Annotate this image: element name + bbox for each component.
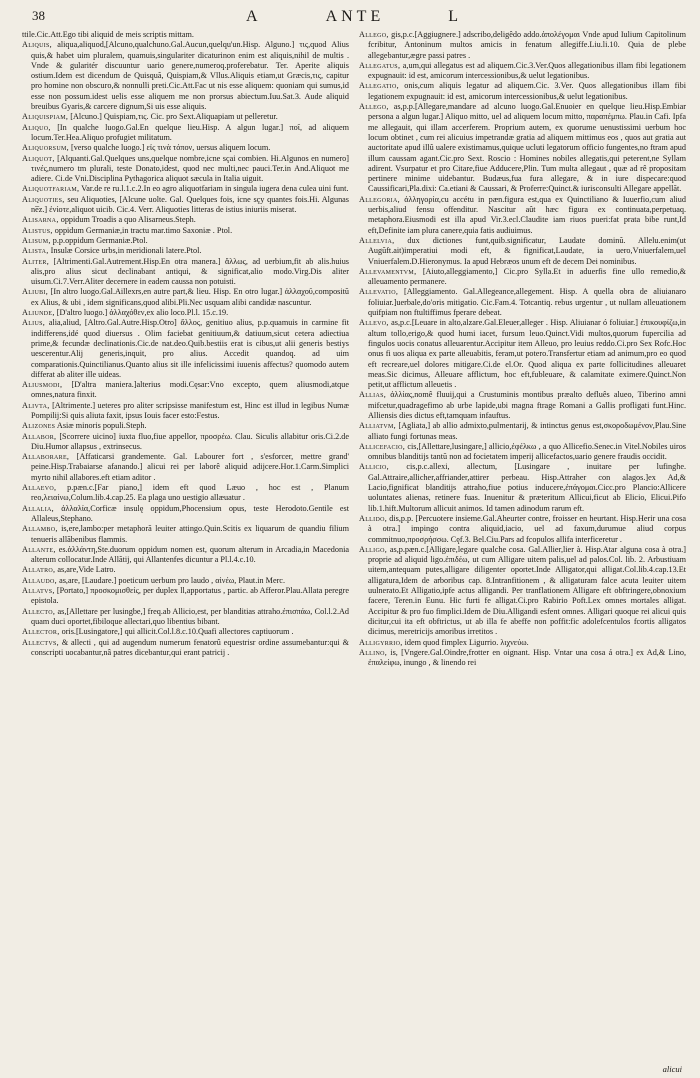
entry-text: [Altrimente.] ueteres pro aliter scripsisse manifestum est, Hinc est illud in legibus Numæ Pompilij:Si quis aliuta faxit, ipsus Iouis facer esto:Festus.	[31, 400, 349, 420]
dictionary-entry	[22, 215, 349, 225]
dictionary-entry	[22, 287, 349, 308]
entry-text: [Affaticarsi grandemente. Gal. Labourer fort , s'esforcer, mettre grand' peine.Hisp.Trabaiarse afanando.] alicui rei per laborê aliquid adijcere.Hor.1.Carm.Simplici myrto nihil allabores.eft etiam aditor .	[31, 452, 349, 482]
entry-headword: Alivta,	[22, 400, 50, 410]
right-column	[359, 30, 686, 668]
entry-text: gis,p.c.[Aggiugnere.] adscribo,deligêdo addo.ἀπολέγομαι Vnde apud Iulium Capitolinum fcribitur, Antoninum multos amicis in fenatum allegiffe.Liu.li.10. Quia de plebe allegebantur,ægre passi patres .	[368, 30, 686, 60]
running-header	[22, 6, 686, 28]
entry-text: is, [Vngere.Gal.Oindre,frotter en oignant. Hisp. Vntar una cosa á otra.] ex Ad,& Lino, ἐπαλείφω, inungo , & linendo rei	[368, 647, 686, 668]
entry-text: alia,aliud, [Altro.Gal.Autre.Hisp.Otro] ἄλλος, genitiuo alius, p.p.quamuis in carmine fit indifferens,idé quod diuersus . Olim faciebat genitiuum,& datiuum,sicut cetera adiectiua prime,& fecundæ declinationis.Cic.de nat.deo.Quib.bestiis erat is cibus,ut alii generis bestiys uescerentur.Alij generis,inquit, pro alius. Accedit quandoq. ad uim comparationis.Quinctilianus.Quanto alius sit ille infelicissimi iuuenis affectus? quomodo autem differat ab aliter ille uideas.	[31, 318, 349, 379]
entry-text: as,[Allettare per lusingbe,] freq.ab Allicio,est, per blanditias attraho.ἐπισπάω, Col.l.2.Ad quam duci oportet,fibiloque allectari,quo libentius bibant.	[31, 606, 349, 626]
dictionary-entry	[359, 30, 686, 61]
entry-text: ἀλληγορία,cu accétu in pæn.figura est,qua ex Quinctiliano & Iuuerfio,cum aliud uerbis,aliud fensu offenditur. Nascitur aût hæc figura ex continuata,perpetuaq. metaphora.Eiusmodi est illa apud Vir.3.ecl.Claudite iam riuos pueri:fat prata bibe runt,Id eft,Definite iam plura canere,quia fatis audiuimus.	[368, 194, 686, 235]
dictionary-entry	[359, 287, 686, 318]
entry-headword: Aliter,	[22, 256, 50, 266]
left-column	[22, 30, 349, 668]
entry-headword: Allido,	[359, 513, 388, 523]
entry-text: [Alleggiamento. Gal.Allegeance,allegement. Hisp. A quella obra de aliuianaro foliuiar.]uerbale,do'oris mitigatio. Cic.Fam.4. Totcantiq. rebus urgentur , ut nullam alleuationem quifpiam non ftultiffimus fperare debeat.	[368, 287, 686, 318]
entry-text: cis,[Allettare,lusingare,] allicio,ἐφέλκω , a quo Allicefio.Senec.in Vitel.Nobiles uiros omnibus blanditijs tantũ non ad focietatem imperij allicefactos,uario genere fraudis occidit.	[368, 441, 686, 462]
entry-text: ttile.Cic.Att.Ego tibi aliquid de meis scriptis mittam.	[22, 30, 194, 39]
entry-headword: Aliquot,	[22, 153, 55, 163]
entry-headword: Allegatus,	[359, 60, 401, 70]
entry-text: [verso qualche luogo.] εἰς τινὰ τόπον, uersus aliquem locum.	[70, 143, 271, 153]
entry-headword: Aliquo,	[22, 122, 51, 132]
dictionary-entry	[22, 123, 349, 144]
dictionary-entry	[22, 380, 349, 401]
dictionary-entry	[22, 236, 349, 246]
running-head-right: L	[448, 8, 462, 25]
entry-headword: Allectvs,	[22, 637, 59, 647]
entry-text: Insulæ Corsice urbs,in meridionali latere.Ptol.	[50, 246, 202, 256]
dictionary-entry	[359, 442, 686, 463]
entry-text: is,ere,lambo:per metaphorã leuiter attingo.Quin.Scitis ex liquarum de quandiu filium tenueris allãbenibus flammis.	[31, 524, 349, 544]
entry-text: [D'altra maniera.]alterius modi.Cęsar:Vno excepto, quem aliusmodi,atque omnes,natura finxit.	[31, 380, 349, 400]
dictionary-entry	[22, 257, 349, 288]
dictionary-entry	[22, 524, 349, 545]
entry-headword: Allelvia,	[359, 235, 395, 245]
dictionary-entry	[359, 81, 686, 102]
dictionary-entry	[359, 318, 686, 390]
entry-text: [Agliata,] ab allio admixto,pulmentarij, & intinctus genus est,σκοροδωμένον,Plau.Sine alliato fungi fortunas meas.	[368, 421, 686, 441]
entry-headword: Allecto,	[22, 606, 56, 616]
running-head	[22, 8, 686, 26]
entry-headword: Aliquotfariam,	[22, 184, 80, 194]
entry-headword: Alliatvm,	[359, 421, 396, 431]
entry-headword: Aliunde,	[22, 308, 55, 318]
running-head-left: A	[246, 8, 262, 25]
dictionary-entry	[22, 143, 349, 153]
dictionary-entry	[22, 40, 349, 112]
entry-text: idem quod fimplex Ligurrio. λιχνεύω.	[404, 637, 529, 647]
entry-text: oris.[Lusingatore,] qui allicit.Col.l.8.c.10.Quafi allectores captiuorum .	[61, 627, 294, 637]
entry-headword: Aliubi,	[22, 287, 49, 297]
entry-headword: Alista,	[22, 246, 49, 256]
columns	[22, 30, 686, 668]
entry-headword: Aliquorsum,	[22, 143, 69, 153]
entry-headword: Aliusmodi,	[22, 380, 63, 390]
entry-headword: Allatvs,	[22, 586, 55, 596]
entry-text: seu Aliquoties, [Alcune uolte. Gal. Quelques fois, icne sçy quantes fois.Hi. Algunas ne̅z.] ἐνίοτε,aliquot uicib. Cic.4. Verr. Aliquoties litteras de istius iniuriis miserat.	[31, 194, 349, 215]
entry-headword: Allevatio,	[359, 287, 399, 297]
entry-text: oppidum Troadis a quo Alisarneus.Steph.	[60, 215, 196, 225]
entry-headword: Aliquispiam,	[22, 112, 69, 122]
dictionary-entry	[22, 184, 349, 194]
dictionary-entry	[22, 576, 349, 586]
dictionary-entry	[22, 246, 349, 256]
catchword: alicui	[662, 1064, 682, 1074]
entry-text: Var.de re ru.l.1.c.2.In eo agro aliquotfariam in singula iugera dena culea uini funt.	[81, 184, 349, 194]
dictionary-entry	[22, 195, 349, 216]
entry-headword: Allambo,	[22, 524, 58, 534]
dictionary-entry	[22, 545, 349, 566]
dictionary-entry	[359, 462, 686, 513]
dictionary-entry	[359, 267, 686, 288]
dictionary-entry	[359, 390, 686, 421]
entry-headword: Allevamentvm,	[359, 266, 417, 276]
dictionary-entry	[359, 102, 686, 195]
entry-text: [In qualche luogo.Gal.En quelque lieu.Hisp. A algun lugar.] ποῖ, ad aliquem locum.Ter.Hea.Aliquo profugiet militatum.	[31, 122, 349, 142]
dictionary-entry	[22, 401, 349, 422]
entry-text: dux dictiones funt,quib.significatur, Laudate dominũ. Allelu.enim(ut Augũft.ait)imperatiui modi eft, & fignificat,Laudate, ia uero,Vniuerfalem,uel Vniuerfalem.D.Hieronymus. Ia apud Hebræos unum eft de decem Dei nominibus.	[368, 235, 686, 266]
entry-text: dis,p.p. [Percuotere insieme.Gal.Aheurter contre, froisser en heurtant. Hisp.Herir una cosa à otra.] impingo contra aliquid,iacio, uel ad faxum,durumue aliud corpus commitnuo,προσρήσσω. Cęf.3. Bel.Ciu.Pars ad fcopulos allifa interficeretur .	[368, 513, 686, 544]
entry-text: [Alquanti.Gal.Quelques uns,quelque nombre,icne sçai combien. Hi.Algunos en numero] τινές,numero tm plurali, teste Donato,idest, quod nec multi,nec pauci.Ter.in And.Aliquot me adiere. Ci.de Vni.Disciplina Pythagorica aliquot sæcula in Italia uiguit.	[31, 153, 349, 184]
entry-text: [In altro luogo.Gal.Aillexrs,en autre part,& lieu. Hisp. En otro lugar.] ἀλλαχοῦ,compositũ ex Alius, & ubi , idem significans,quod alibi.Pli.Nec usquam alibi candidæ nascuntur.	[31, 287, 349, 307]
entry-headword: Allatro,	[22, 565, 56, 575]
dictionary-entry	[359, 195, 686, 236]
dictionary-entry	[359, 61, 686, 82]
entry-headword: Allego,	[359, 30, 389, 39]
dictionary-entry	[22, 627, 349, 637]
entry-headword: Alistus,	[22, 225, 53, 235]
entry-text: p.pæn.c.[Far piano,] idem eft quod Læuo , hoc est , Planum reo,λειαίνω,Colum.lib.4.cap.25. Ea plaga uno uestigio allæuatur .	[31, 483, 349, 503]
entry-headword: Allicefacio,	[359, 441, 406, 451]
entry-headword: Alligyrrio,	[359, 637, 403, 647]
entry-text: [D'altro luogo.] ἀλλαχόθεν,ex alio loco.Pl.l. 15.c.19.	[56, 308, 229, 318]
entry-text: [Alcuno.] Quispiam,τις. Cic. pro Sext.Aliquapiam ut pelleretur.	[70, 112, 278, 122]
entry-headword: Allicio,	[359, 462, 390, 472]
entry-text: [Altrimenti.Gal.Autrement.Hisp.En otra manera.] ἄλλως, ad uerbium,fit ab alis.huius alis,pro alius sicut declinabant antiqui, & significat,alio modo.Virg.Dis aliter uisum.Ci.7.Verr.Aliter decernere in eadem caussa non potuisti.	[31, 256, 349, 287]
page-number: 38	[32, 8, 45, 23]
entry-headword: Alizones	[22, 421, 56, 431]
entry-headword: Allaudo,	[22, 575, 58, 585]
entry-text: ἀλλαλία,Corficæ insulę oppidum,Phocensium opus, teste Herodoto.Gentile est Allaleus,Stephano.	[31, 503, 349, 523]
entry-headword: Allias,	[359, 390, 387, 400]
entry-text: Asiæ minoris populi.Steph.	[56, 421, 147, 431]
entry-text: onis,cum aliquis legatur ad aliquem.Cic. 3.Ver. Quos allegationibus illam fibi legationem expugnauit: id est, amicorum intercessionibus,& uelut legationibus.	[368, 81, 686, 101]
dictionary-entry	[22, 154, 349, 185]
entry-text: [Aiuto,alleggiamento,] Cic.pro Sylla.Et in aduerfis fine ullo remedio,& alleuamento permanere.	[368, 266, 686, 287]
dictionary-entry	[22, 565, 349, 575]
entry-text: cis,p.c.allexi, allectum, [Lusingare , inuitare per lufinghe. Gal.Attraire,allicher,affriander,attirer perbeau. Hisp.Attraher con alagos.]ex Ad,& Lacio,fignificat blanditijs attraho,fiue potius inducere,ἐπάγομαι.Cicc.pro Plancio:Allicere uoluntates alienas, retinere fuas. Inuenitur & præteritum Allicui,ficut ab Elicio, Elicui.Pifo lib.1.hift.Multorum allicuit animos. Id tamen adinodum rarum eft.	[368, 462, 686, 513]
dictionary-entry	[22, 226, 349, 236]
entry-text: oppidum Germaniæ,in tractu mar.timo Saxoniæ . Ptol.	[54, 225, 233, 235]
entry-headword: Alligo,	[359, 544, 388, 554]
dictionary-entry	[359, 421, 686, 442]
entry-text: & allecti , qui ad augendum numerum fenatorû equestrisr ordine assumebantur:qui & conscripti uocabantur,nâ patres dicebantur,qui erant patricij .	[31, 637, 349, 657]
dictionary-entry	[22, 483, 349, 504]
entry-headword: Allegatio,	[359, 81, 399, 91]
dictionary-entry	[22, 607, 349, 628]
entry-headword: Alisum,	[22, 235, 51, 245]
dictionary-entry	[22, 112, 349, 122]
entry-headword: Allabor,	[22, 431, 57, 441]
entry-headword: Allaborare,	[22, 452, 70, 462]
dictionary-entry	[359, 638, 686, 648]
entry-headword: Aliquoties,	[22, 194, 65, 204]
dictionary-entry	[22, 638, 349, 659]
dictionary-entry	[22, 318, 349, 380]
entry-text: [Portato,] προσκομισθείς, per duplex ll,apportatus , partic. ab Afferor.Plau.Allata peregre epistola.	[31, 586, 349, 606]
dictionary-entry	[22, 452, 349, 483]
entry-headword: Allego,	[359, 102, 389, 112]
dictionary-entry	[22, 308, 349, 318]
entry-headword: Allector,	[22, 627, 60, 637]
entry-headword: Alius,	[22, 318, 46, 328]
entry-text: aliqua,aliquod,[Alcuno,qualchuno.Gal.Aucun,quelqu'un.Hisp. Alguno.] τις,quod Alius quis,& habet uim pluralem, quamuis,singulariter dicaturinon enim est aliquis,nihil de multis . Vnde & gularitér discuuntur uario genere,numeroq.proferebatur. Ter. Aperite aliquis ostium.Idem est dicendum de Quisquã, Quispiam,& Vllus.Aliquis etiam,ut Græcis,τις, capitur pro homine non obscuro,& nonnulli preti.Cic.Att.Fac ut nis esse aliquem: quoniam qui sumus,id esse non possum.idest uelis esse aliquem me non prorsus abiectum.Iuu.Sat.3. Aude aliquid breuibus Gyaris,& carcere dignum,Si uis esse aliquis.	[31, 40, 349, 112]
dictionary-entry	[22, 30, 349, 40]
entry-text: ἀλλίας,nomê fluuij,qui a Crustuminis montibus præalto defluês alueo, Tiberino amni mifcetur,quadragefimo ab urbe lapide,ubi magna ftrage Romani a Gallis profligati funt.Hinc. Alliensis dies dictus eft,tamquam infauftus.	[368, 390, 686, 420]
entry-text: as,p.c.[Leuare in alto,alzare.Gal.Eleuer,alleger . Hisp. Aliuianar ó foliuiar.] ἐπικουφίζω,in altum tollo,erigo,& quod humi iacet, fursum leuo.Quinct.Vidi multos,quorum fupercilia ad fingulos uocis conatus alleuarentur.Accipitur item Alleuo, pro leuius reddo.Ci.pro Sex Rofc.Hoc onus fi uos aliqua ex parte alleuabitis, feram,ut potero.Transfertur etiam ad animum,pro eo quod eft recreare,uel dolores mitigare.Ci.de el.Or. Quod aliqua ex parte follicitudines alleuaret meas.Sic dicimus, Alleuare afflictum, hoc eft,fubleuare, & calamitate eximere.Quinct.Non petit,ut afflictum alleuetis .	[368, 318, 686, 390]
dictionary-entry	[22, 432, 349, 453]
dictionary-entry	[22, 504, 349, 525]
dictionary-entry	[359, 545, 686, 638]
entry-headword: Allino,	[359, 647, 388, 657]
entry-headword: Aliquis,	[22, 40, 53, 50]
entry-text: as,are, [Laudare.] poeticum uerbum pro laudo , αἰνέω, Plaut.in Merc.	[59, 575, 285, 585]
dictionary-entry	[359, 514, 686, 545]
dictionary-entry	[359, 236, 686, 267]
entry-headword: Allevo,	[359, 318, 389, 328]
entry-headword: Allaevo,	[22, 483, 57, 493]
running-head-center: ANTE	[325, 8, 385, 25]
entry-text: a,um,qui allegatus est ad aliquem.Cic.3.Ver.Quos allegationibus illam fibi legationem expugnauit: id est, amicorum intercessionibus,& uelut legationibus.	[368, 60, 686, 81]
entry-headword: Allalia,	[22, 503, 55, 513]
entry-text: es.ἀλλάντη,Ste.duorum oppidum nomen est, quorum alterum in Arcadia,in Macedonia alterum collocatur.Inde Allãtij, qui Allantenfes dicuntur a Pl.l.4.c.10.	[31, 544, 349, 565]
entry-text: as,are,Vide Latro.	[57, 565, 116, 575]
entry-text: as,p.pæn.c.[Alligare,legare qualche cosa. Gal.Allier,lier à. Hisp.Atar alguna cosa à otra.] proprie ad aliquid ligo.ἐπιδέω, ut cum Alligare uitem palis,uel ad palos.Col. lib. 2. Arbustiuam uitem,antequam putes,alligare diligenter oportet.Inde Alligator,qui alligat.Col.lib.4.cap.13.Et alligatura,Idem de arboribus cap. 8.Intranfitionem , & alligaturam falce acuta leuiter uitem uulnerato.Et Alligatio,ipfe actus alligandi. Per tranflationem Alligare eft obftringere,obnoxium facere, Teren.in Eunu. Hic furti fe alligat.Ci.pro Rabirio Poft.Lex omnes mortales alligat. Accipitur & pro fuo fimplici.Idem de Diu.Alligandi esfent omnes. Alligari quoque rei alicui quis dicitur,cui ita eft obftrictus, ut ab illa fe abeffe non poffit:fic adolefcentulos fcortis alligatos dicimus, meretricijs amoribus irretitos .	[368, 544, 686, 637]
entry-text: [Scorrere uicino] iuxta fluo,fiue appellor, προσρέω. Clau. Siculis allabitur oris.Ci.2.de Diu.Humor allapsus , extrinsecus.	[31, 431, 349, 451]
entry-headword: Alisarna,	[22, 215, 59, 225]
entry-headword: Allegoria,	[359, 194, 400, 204]
dictionary-entry	[22, 421, 349, 431]
entry-text: as,p.p.[Allegare,mandare ad alcuno luogo.Gal.Enuoier en quelque lieu.Hisp.Embiar persona a algun lugar.] Aliquo mitto, uel ad aliquem locum mitto, παραπέμπω. Plau.in Cafi. Ipfa me allegauit, qui illam accerferem. Proprium autem, ex quorume uenustissimi uerbum hoc locum obtinet , cum rei alicuius impetrandæ gratia ad aliquem mittimus eos , quos aut gratia aut auctoritate apud illû ualere existimamus,quique ucluti legatorum officio fungentes,no ftram apud illum caussam agant.Cic.pro Sext. Roscio : Homines nobiles allegatis,qui peterent,ne Syllam adirent. Vsurpatur et pro Citare,fiue Adducere,Plin. Tum multa allegaut , quæ ad rê propositam pertinere minime uidebantur. Budæus,fua fura allegare, & in iure dispecare:quod Caussificari,Pla.dixi: Ca.etiani & Caussari, & Proferre:Quinct.& iurisconsulti Allegare appellăt.	[368, 102, 686, 194]
entry-headword: Allante,	[22, 544, 56, 554]
dictionary-entry	[22, 586, 349, 607]
entry-text: p.p.oppidum Germaniæ.Ptol.	[52, 235, 148, 245]
dictionary-entry	[359, 648, 686, 669]
